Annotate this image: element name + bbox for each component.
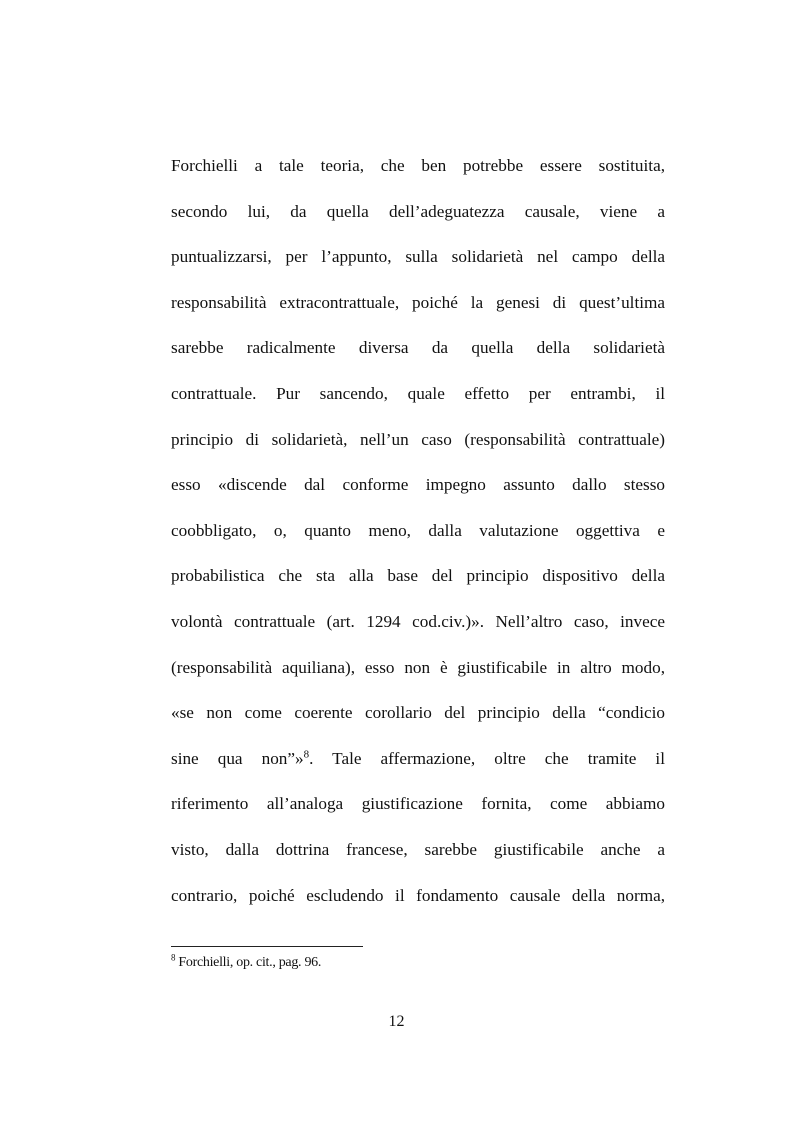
text-line: «se non come coerente corollario del principio della “condicio [171, 703, 665, 723]
text-line: probabilistica che sta alla base del principio dispositivo della [171, 566, 665, 586]
footnote-reference[interactable]: 8 [303, 747, 310, 760]
text-line: sarebbe radicalmente diversa da quella della solidarietà [171, 338, 665, 358]
footnote-divider [171, 946, 363, 947]
footnote-number: 8 [171, 952, 176, 963]
text-segment: . Tale affermazione, oltre che tramite il [309, 748, 665, 768]
text-line: (responsabilità aquiliana), esso non è giustificabile in altro modo, [171, 657, 665, 677]
footnote-text: Forchielli, op. cit., pag. 96. [175, 955, 322, 970]
text-segment: sine qua non”» [171, 748, 304, 768]
text-line: coobbligato, o, quanto meno, dalla valutazione oggettiva e [171, 520, 665, 540]
text-line: contrario, poiché escludendo il fondamento causale della norma, [171, 885, 665, 905]
text-line: secondo lui, da quella dell’adeguatezza causale, viene a [171, 201, 665, 221]
text-line: visto, dalla dottrina francese, sarebbe giustificabile anche a [171, 839, 665, 859]
body-text [171, 148, 665, 923]
text-line: volontà contrattuale (art. 1294 cod.civ.)». Nell’altro caso, invece [171, 611, 665, 631]
text-line-with-footnote-ref [171, 741, 665, 787]
text-line: contrattuale. Pur sancendo, quale effetto per entrambi, il [171, 383, 665, 403]
text-line: esso «discende dal conforme impegno assunto dallo stesso [171, 475, 665, 495]
text-line: Forchielli a tale teoria, che ben potrebbe essere sostituita, [171, 156, 665, 175]
text-line: riferimento all’analoga giustificazione fornita, come abbiamo [171, 794, 665, 814]
page-number: 12 [388, 1013, 405, 1030]
footnote [171, 952, 322, 971]
text-line: puntualizzarsi, per l’appunto, sulla solidarietà nel campo della [171, 247, 665, 267]
text-line: responsabilità extracontrattuale, poiché la genesi di quest’ultima [171, 292, 665, 312]
text-line: principio di solidarietà, nell’un caso (responsabilità contrattuale) [171, 429, 665, 449]
